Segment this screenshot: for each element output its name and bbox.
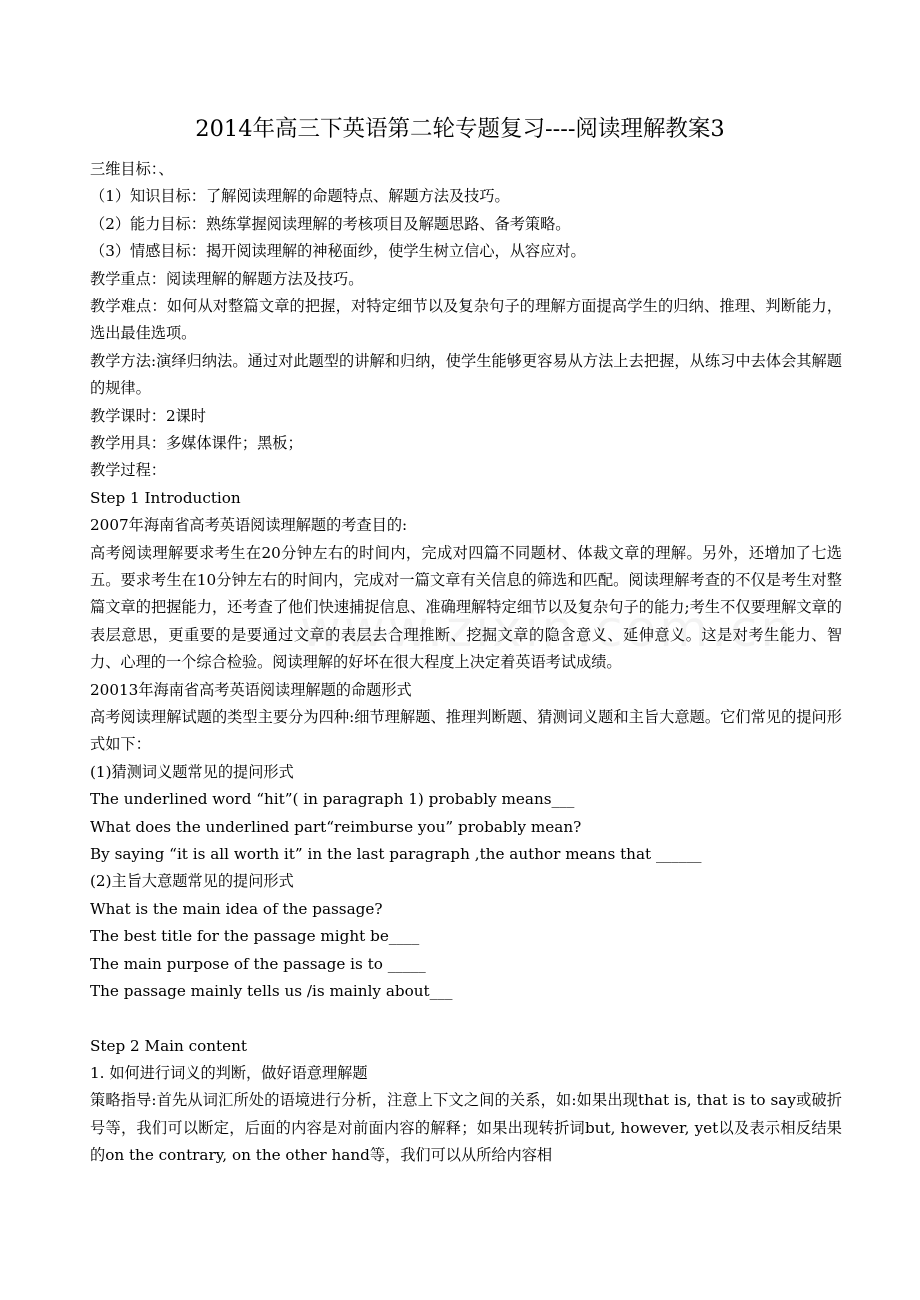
document-title: 2014年高三下英语第二轮专题复习----阅读理解教案3 (195, 116, 725, 142)
teaching-process-heading: 教学过程： (90, 461, 166, 480)
step-2-heading: Step 2 Main content (90, 1036, 248, 1055)
main-idea-example-4: The passage mainly tells us /is mainly about___ (90, 981, 453, 1000)
teaching-hours: 教学课时：2课时 (90, 406, 206, 425)
strategy-paragraph: 策略指导:首先从词汇所处的语境进行分析，注意上下文之间的关系，如:如果出现that is, that is to say或破折号等，我们可以断定，后面的内容是对前面内容的解释；如果出现转折词but, however, yet以及表示相反结果的on the contrary, on the other hand等，我们可以从所给内容相 (90, 1091, 842, 1165)
main-idea-example-3: The main purpose of the passage is to _____ (90, 954, 426, 973)
teaching-method: 教学方法:演绎归纳法。通过对此题型的讲解和归纳，使学生能够更容易从方法上去把握，从练习中去体会其解题的规律。 (90, 351, 842, 398)
teaching-focus: 教学重点：阅读理解的解题方法及技巧。 (90, 269, 364, 288)
objective-emotion: （3）情感目标：揭开阅读理解的神秘面纱，使学生树立信心，从容应对。 (90, 242, 586, 261)
teaching-difficulty: 教学难点：如何从对整篇文章的把握，对特定细节以及复杂句子的理解方面提高学生的归纳、推理、判断能力，选出最佳选项。 (90, 296, 842, 343)
section-1-heading: 1. 如何进行词义的判断，做好语意理解题 (90, 1064, 368, 1083)
vocab-question-example-2: What does the underlined part“reimburse you” probably mean? (90, 817, 582, 836)
teaching-tools: 教学用具：多媒体课件；黑板； (90, 433, 303, 452)
main-idea-example-1: What is the main idea of the passage? (90, 899, 383, 918)
blank-line (90, 1005, 842, 1032)
document-body (90, 156, 842, 1170)
vocab-question-example-3: By saying “it is all worth it” in the last paragraph ,the author means that ______ (90, 844, 702, 863)
main-idea-example-2: The best title for the passage might be____ (90, 927, 420, 946)
question-types-paragraph: 高考阅读理解试题的类型主要分为四种:细节理解题、推理判断题、猜测词义题和主旨大意题。它们常见的提问形式如下： (90, 707, 842, 754)
vocab-question-example-1: The underlined word “hit”( in paragraph 1) probably means___ (90, 790, 575, 809)
vocab-question-heading: (1)猜测词义题常见的提问形式 (90, 762, 294, 781)
section-objectives-heading: 三维目标：、 (90, 160, 174, 178)
step-1-heading: Step 1 Introduction (90, 488, 241, 507)
main-idea-question-heading: (2)主旨大意题常见的提问形式 (90, 872, 294, 891)
exam-purpose-heading: 2007年海南省高考英语阅读理解题的考查目的: (90, 516, 408, 535)
question-form-heading: 20013年海南省高考英语阅读理解题的命题形式 (90, 680, 412, 699)
objective-knowledge: （1）知识目标：了解阅读理解的命题特点、解题方法及技巧。 (90, 187, 510, 206)
objective-ability: （2）能力目标：熟练掌握阅读理解的考核项目及解题思路、备考策略。 (90, 214, 571, 233)
exam-purpose-paragraph: 高考阅读理解要求考生在20分钟左右的时间内，完成对四篇不同题材、体裁文章的理解。另外，还增加了七选五。要求考生在10分钟左右的时间内，完成对一篇文章有关信息的筛选和匹配。阅读理解考查的不仅是考生对整篇文章的把握能力，还考查了他们快速捕捉信息、准确理解特定细节以及复杂句子的能力;考生不仅要理解文章的表层意思，更重要的是要通过文章的表层去合理推断、挖掘文章的隐含意义、延伸意义。这是对考生能力、智力、心理的一个综合检验。阅读理解的好坏在很大程度上决定着英语考试成绩。 (90, 543, 842, 672)
